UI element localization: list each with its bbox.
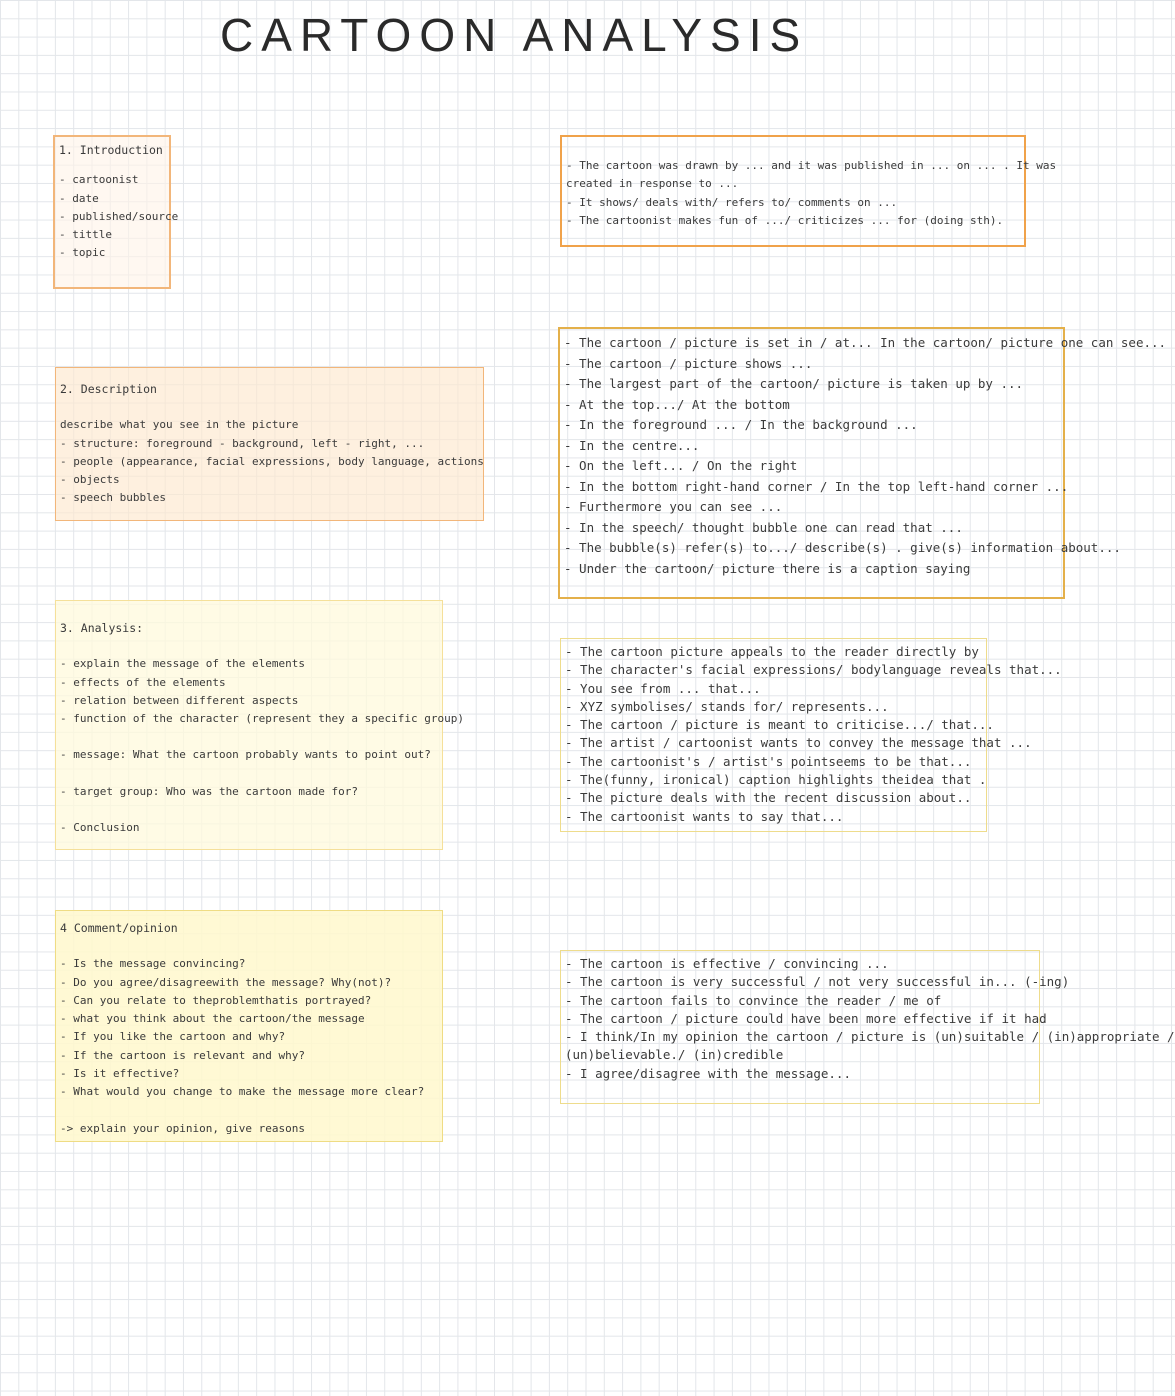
comment-box [55,910,443,1142]
phrase-line: - You see from ... that... [565,680,761,696]
phrase-line: - I agree/disagree with the message... [565,1065,851,1081]
list-item: - objects [60,473,120,487]
phrase-line: - It shows/ deals with/ refers to/ comments on ... [566,195,898,209]
comment-phrases-box [560,950,1175,1104]
list-item: - tittle [59,228,112,242]
analysis-conclusion: - Conclusion [60,821,140,835]
phrase-line: - The(funny, ironical) caption highlights theidea that . [565,772,987,788]
phrase-line: - The artist / cartoonist wants to convey the message that ... [565,735,1032,751]
phrase-line: - The cartoon / picture is set in / at... In the cartoon/ picture one can see... [564,335,1167,350]
page-title: CARTOON ANALYSIS [220,9,809,61]
analysis-message: - message: What the cartoon probably wants to point out? [60,748,431,762]
analysis-target: - target group: Who was the cartoon made for? [60,784,359,798]
list-item: - Can you relate to theproblemthatis portrayed? [60,993,372,1007]
analysis-heading: 3. Analysis: [60,621,144,635]
list-item: - Do you agree/disagreewith the message? Why(not)? [60,975,392,989]
list-item: - What would you change to make the message more clear? [60,1085,425,1099]
phrase-line: (un)believable./ (in)credible [565,1047,784,1063]
phrase-line: - In the foreground ... / In the background ... [564,417,918,432]
phrase-line: - Furthermore you can see ... [564,499,783,514]
phrase-line: - The cartoon / picture shows ... [564,355,813,371]
introduction-heading: 1. Introduction [59,143,163,157]
list-item: - If the cartoon is relevant and why? [60,1048,306,1062]
phrase-line: - In the centre... [564,437,700,453]
list-item: - function of the character (represent they a specific group) [60,712,464,726]
phrase-line: - The cartoon is effective / convincing ... [565,956,889,971]
description-phrases-box [558,327,1167,599]
phrase-line: - On the left... / On the right [564,458,798,473]
phrase-line: - The cartoonist's / artist's pointseems to be that... [565,753,972,769]
phrase-line: created in response to ... [566,177,739,191]
phrase-line: - The cartoon fails to convince the reader / me of [565,992,942,1008]
list-item: - If you like the cartoon and why? [60,1030,286,1044]
phrase-line: - Under the cartoon/ picture there is a caption saying [564,560,971,576]
comment-heading: 4 Comment/opinion [60,921,178,935]
phrase-line: - The cartoonist wants to say that... [565,808,844,824]
list-item: - structure: foreground - background, left - right, ... [60,436,425,450]
description-box [55,367,484,521]
phrase-line: - The largest part of the cartoon/ picture is taken up by ... [564,376,1024,391]
list-item: - speech bubbles [60,491,166,505]
list-item: - Is the message convincing? [60,957,246,971]
comment-footer: -> explain your opinion, give reasons [60,1121,306,1135]
analysis-phrases-box [560,638,1062,832]
list-item: - what you think about the cartoon/the message [60,1012,365,1026]
phrase-line: - In the speech/ thought bubble one can read that ... [564,519,963,535]
phrase-line: - In the bottom right-hand corner / In the top left-hand corner ... [564,478,1069,494]
list-item: - Is it effective? [60,1067,180,1081]
phrase-line: - The cartoonist makes fun of .../ criticizes ... for (doing sth). [566,213,1004,227]
list-item: - people (appearance, facial expressions, body language, actions [60,454,484,468]
introduction-box [53,135,179,289]
phrase-line: - The character's facial expressions/ bodylanguage reveals that... [565,662,1062,678]
list-item: - topic [59,246,106,260]
phrase-line: - The bubble(s) refer(s) to.../ describe(s) . give(s) information about... [564,540,1121,555]
phrase-line: - I think/In my opinion the cartoon / picture is (un)suitable / (in)appropriate / [565,1029,1175,1045]
list-item: - published/source [59,209,179,223]
list-item: - relation between different aspects [60,693,299,707]
analysis-box [55,600,464,850]
phrase-line: - The cartoon picture appeals to the reader directly by [565,644,979,659]
phrase-line: - The cartoon / picture is meant to criticise.../ that... [565,717,994,733]
list-item: - date [59,191,99,205]
phrase-line: - The cartoon is very successful / not very successful in... (-ing) [565,974,1070,990]
phrase-line: - The cartoon was drawn by ... and it was published in ... on ... . It was [566,159,1057,172]
list-item: - explain the message of the elements [60,657,306,671]
description-heading: 2. Description [60,382,157,396]
list-item: - cartoonist [59,173,139,187]
list-item: - effects of the elements [60,675,226,689]
phrase-line: - The picture deals with the recent discussion about.. [565,790,972,806]
phrase-line: - At the top.../ At the bottom [564,396,790,412]
phrase-line: - The cartoon / picture could have been more effective if it had [565,1010,1047,1026]
description-lead: describe what you see in the picture [60,418,299,432]
phrase-line: - XYZ symbolises/ stands for/ represents... [565,698,889,714]
introduction-phrases-box [560,135,1057,247]
